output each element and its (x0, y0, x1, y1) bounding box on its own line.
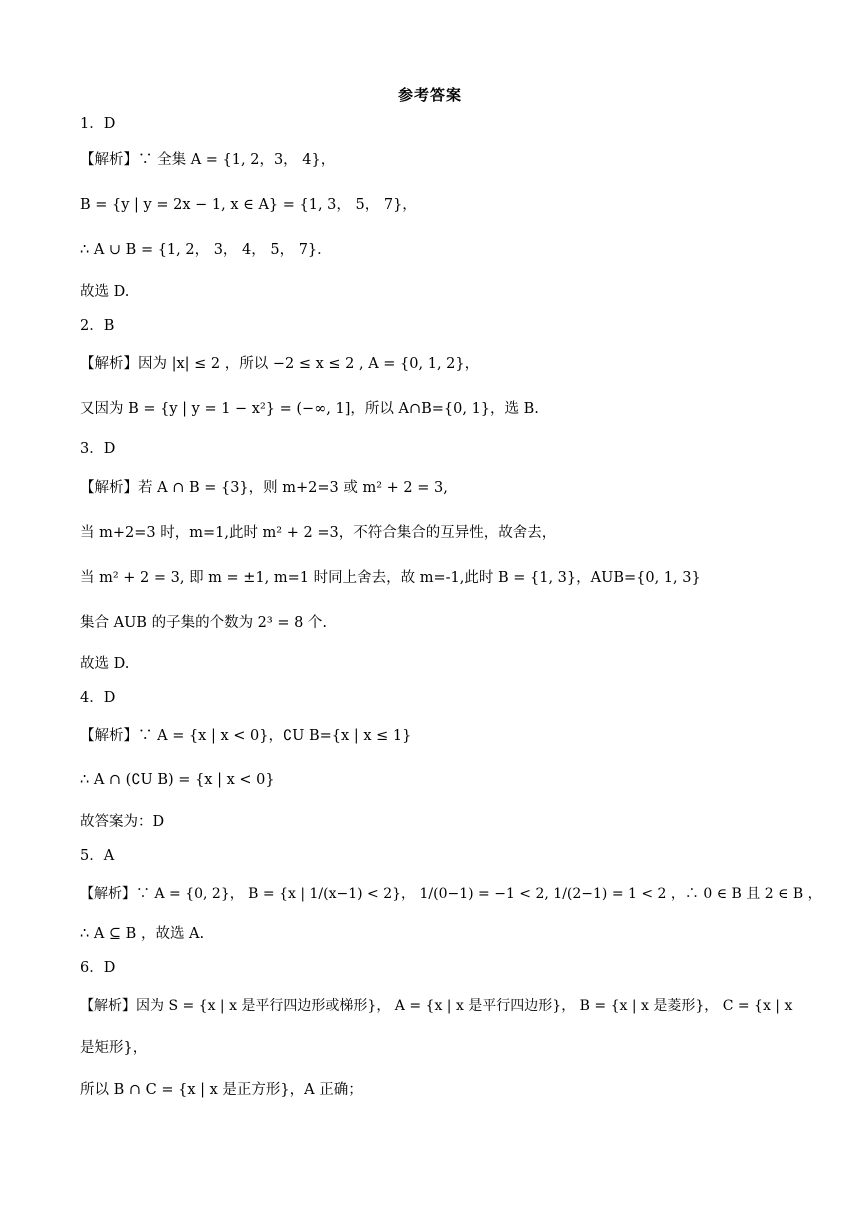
answer-2-set-b: 又因为 B = {y | y = 1 − x²} = (−∞, 1]，所以 A∩B={0, 1}，选 B. (80, 401, 539, 417)
answer-6-analysis-cont: 是矩形}， (80, 1040, 148, 1056)
answer-4-choice: 故答案为：D (80, 814, 165, 830)
answer-4-result: ∴ A ∩ (∁U B) = {x | x < 0} (80, 772, 275, 788)
answer-3-case-1: 当 m+2=3 时，m=1,此时 m² + 2 =3，不符合集合的互异性，故舍去， (80, 525, 557, 541)
page-title: 参考答案 (397, 86, 462, 104)
answer-6-analysis: 【解析】因为 S = {x | x 是平行四边形或梯形}， A = {x | x 是平行四边形}， B = {x | x 是菱形}， C = {x | x (80, 998, 793, 1014)
answer-6-intersection: 所以 B ∩ C = {x | x 是正方形}，A 正确； (80, 1082, 363, 1098)
answer-1-heading: 1．D (80, 116, 116, 132)
answer-2-heading: 2．B (80, 318, 115, 334)
answer-3-analysis: 【解析】若 A ∩ B = {3}，则 m+2=3 或 m² + 2 = 3, (80, 480, 448, 496)
answer-6-heading: 6．D (80, 960, 116, 976)
answer-5-choice: ∴ A ⊆ B ，故选 A. (80, 926, 205, 942)
answer-5-heading: 5．A (80, 848, 115, 864)
answer-4-analysis: 【解析】∵ A = {x | x < 0}，∁U B={x | x ≤ 1} (80, 728, 412, 744)
answer-4-heading: 4．D (80, 690, 116, 706)
answer-3-choice: 故选 D. (80, 656, 130, 672)
answer-1-analysis: 【解析】∵ 全集 A = {1, 2，3， 4}， (80, 152, 336, 168)
answer-1-choice: 故选 D. (80, 284, 130, 300)
answer-2-analysis: 【解析】因为 |x| ≤ 2 ，所以 −2 ≤ x ≤ 2 , A = {0, 1, 2}， (80, 356, 480, 372)
answer-1-set-b: B = {y | y = 2x − 1, x ∈ A} = {1, 3， 5， 7}， (80, 197, 417, 213)
answer-3-case-2: 当 m² + 2 = 3, 即 m = ±1, m=1 时同上舍去，故 m=-1,此时 B = {1, 3}，AUB={0, 1, 3} (80, 570, 701, 586)
answer-1-union: ∴ A ∪ B = {1, 2， 3， 4， 5， 7}． (80, 242, 332, 258)
answer-5-analysis: 【解析】∵ A = {0, 2}， B = {x | 1/(x−1) < 2}， 1/(0−1) = −1 < 2, 1/(2−1) = 1 < 2 ，∴ 0 ∈ B 且 2 ∈ B ， (80, 886, 822, 902)
answer-3-subsets: 集合 AUB 的子集的个数为 2³ = 8 个. (80, 615, 328, 631)
answer-3-heading: 3．D (80, 441, 116, 457)
